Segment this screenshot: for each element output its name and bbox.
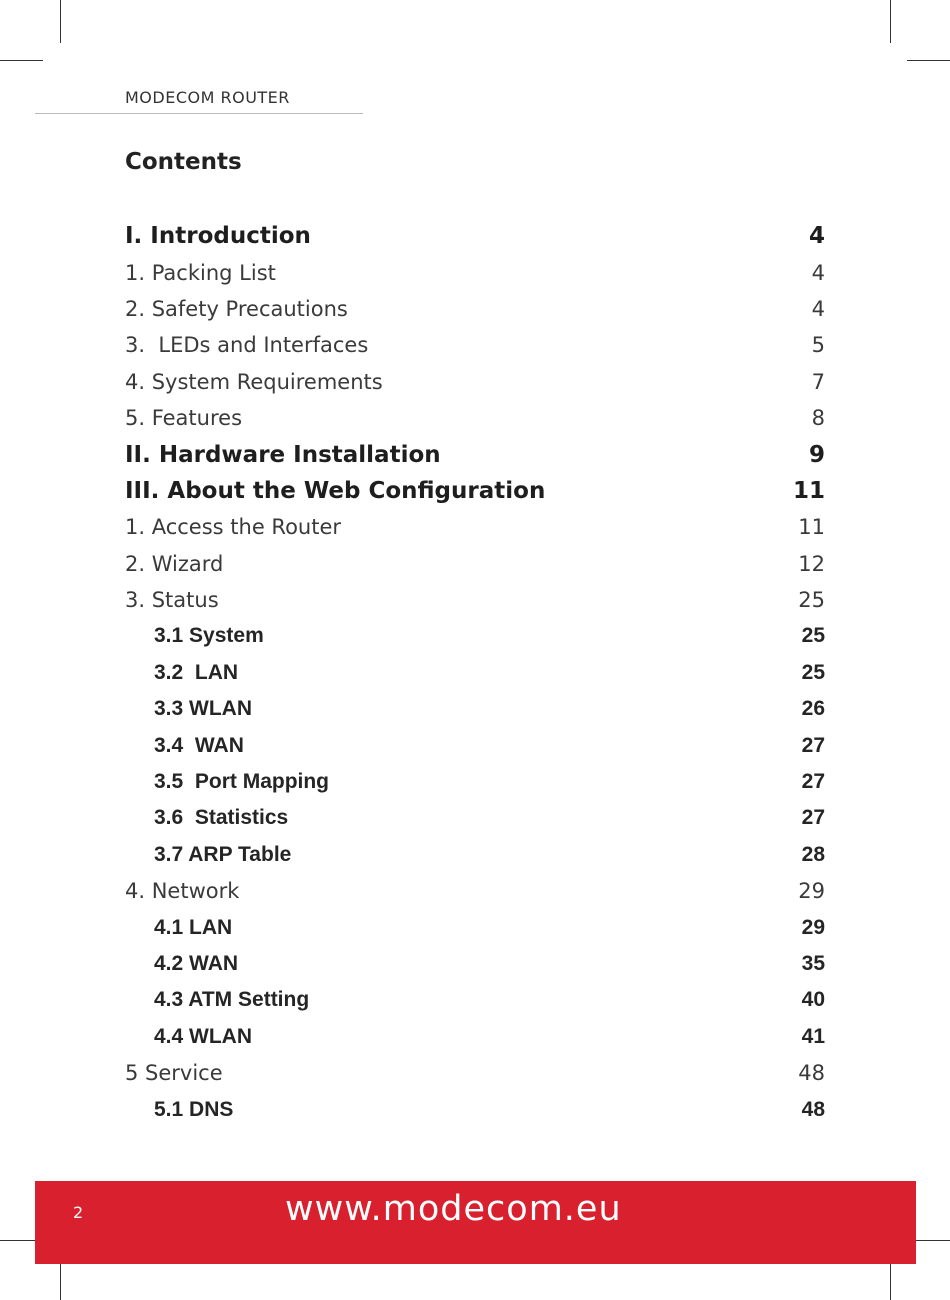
website-url[interactable]: www.modecom.eu: [285, 1189, 622, 1229]
toc-entry-label: 3. Status: [125, 588, 219, 613]
toc-entry[interactable]: [125, 655, 825, 691]
toc-entry-page: 7: [811, 369, 825, 394]
toc-entry-label: 4. System Requirements: [125, 369, 383, 394]
toc-entry-label: 3.2 LAN: [154, 660, 239, 684]
toc-entry-label: 4. Network: [125, 879, 240, 904]
toc-entry[interactable]: [125, 509, 825, 545]
toc-entry[interactable]: [125, 1055, 825, 1091]
toc-entry[interactable]: [125, 909, 825, 945]
crop-mark: [0, 60, 43, 61]
footer-banner: [35, 1181, 916, 1264]
toc-entry-label: 3.4 WAN: [154, 733, 244, 757]
toc-entry-label: II. Hardware Installation: [125, 441, 441, 468]
toc-entry-label: 3.5 Port Mapping: [154, 770, 330, 794]
toc-entry[interactable]: [125, 436, 825, 472]
toc-entry-label: III. About the Web Configuration: [125, 477, 546, 504]
toc-entry[interactable]: [125, 837, 825, 873]
toc-entry-label: 2. Safety Precautions: [125, 296, 348, 321]
toc-entry[interactable]: [125, 218, 825, 254]
toc-entry[interactable]: [125, 873, 825, 909]
toc-entry[interactable]: [125, 1019, 825, 1055]
toc-entry-page: 26: [801, 697, 825, 721]
toc-entry-page: 4: [811, 296, 825, 321]
toc-entry-page: 4: [808, 223, 825, 250]
toc-entry-page: 29: [798, 879, 825, 904]
toc-entry[interactable]: [125, 618, 825, 654]
toc-entry-page: 48: [798, 1061, 825, 1086]
toc-entry-page: 48: [801, 1097, 825, 1121]
toc-entry[interactable]: [125, 946, 825, 982]
toc-entry-page: 11: [792, 477, 825, 504]
toc-entry[interactable]: [125, 764, 825, 800]
table-of-contents: [125, 218, 825, 1128]
toc-entry[interactable]: [125, 800, 825, 836]
toc-entry-page: 8: [811, 406, 825, 431]
toc-entry-page: 27: [801, 806, 825, 830]
toc-entry-page: 25: [801, 624, 825, 648]
toc-entry-label: 3.7 ARP Table: [154, 842, 292, 866]
toc-entry[interactable]: [125, 582, 825, 618]
toc-entry[interactable]: [125, 546, 825, 582]
page-title: Contents: [125, 149, 242, 175]
toc-entry-label: 5.1 DNS: [154, 1097, 234, 1121]
toc-entry[interactable]: [125, 473, 825, 509]
toc-entry-label: 3.1 System: [154, 624, 264, 648]
toc-entry-label: 2. Wizard: [125, 551, 224, 576]
toc-entry-page: 29: [801, 915, 825, 939]
page-number: 2: [73, 1203, 84, 1222]
toc-entry[interactable]: [125, 400, 825, 436]
toc-entry[interactable]: [125, 982, 825, 1018]
toc-entry-label: 5 Service: [125, 1061, 223, 1086]
header-rule: [35, 113, 363, 114]
toc-entry[interactable]: [125, 691, 825, 727]
toc-entry-label: 3.3 WLAN: [154, 697, 253, 721]
toc-entry-label: I. Introduction: [125, 223, 311, 250]
toc-entry-label: 4.1 LAN: [154, 915, 233, 939]
toc-entry-label: 3.6 Statistics: [154, 806, 289, 830]
toc-entry-page: 25: [798, 588, 825, 613]
toc-entry-page: 40: [801, 988, 825, 1012]
crop-mark: [907, 60, 950, 61]
toc-entry-page: 35: [801, 952, 825, 975]
toc-entry-label: 4.3 ATM Setting: [154, 988, 310, 1012]
toc-entry-label: 3. LEDs and Interfaces: [125, 333, 369, 358]
toc-entry-label: 4.2 WAN: [154, 952, 239, 975]
crop-mark: [60, 0, 61, 43]
toc-entry[interactable]: [125, 327, 825, 363]
toc-entry[interactable]: [125, 1091, 825, 1127]
toc-entry[interactable]: [125, 254, 825, 290]
toc-entry-page: 9: [808, 441, 825, 468]
toc-entry-label: 5. Features: [125, 406, 243, 431]
toc-entry-page: 11: [798, 515, 825, 540]
toc-entry-page: 27: [801, 733, 825, 757]
toc-entry-page: 12: [798, 551, 825, 576]
toc-entry-page: 27: [801, 770, 825, 794]
toc-entry-label: 1. Access the Router: [125, 515, 342, 540]
toc-entry-page: 25: [801, 660, 825, 684]
toc-entry-page: 28: [801, 842, 825, 866]
toc-entry-label: 1. Packing List: [125, 260, 276, 285]
running-header: MODECOM ROUTER: [125, 88, 290, 107]
crop-mark: [890, 0, 891, 43]
toc-entry[interactable]: [125, 291, 825, 327]
toc-entry-page: 4: [811, 260, 825, 285]
toc-entry-page: 5: [811, 333, 825, 358]
toc-entry[interactable]: [125, 364, 825, 400]
toc-entry-label: 4.4 WLAN: [154, 1024, 253, 1048]
toc-entry-page: 41: [801, 1024, 825, 1048]
toc-entry[interactable]: [125, 727, 825, 763]
